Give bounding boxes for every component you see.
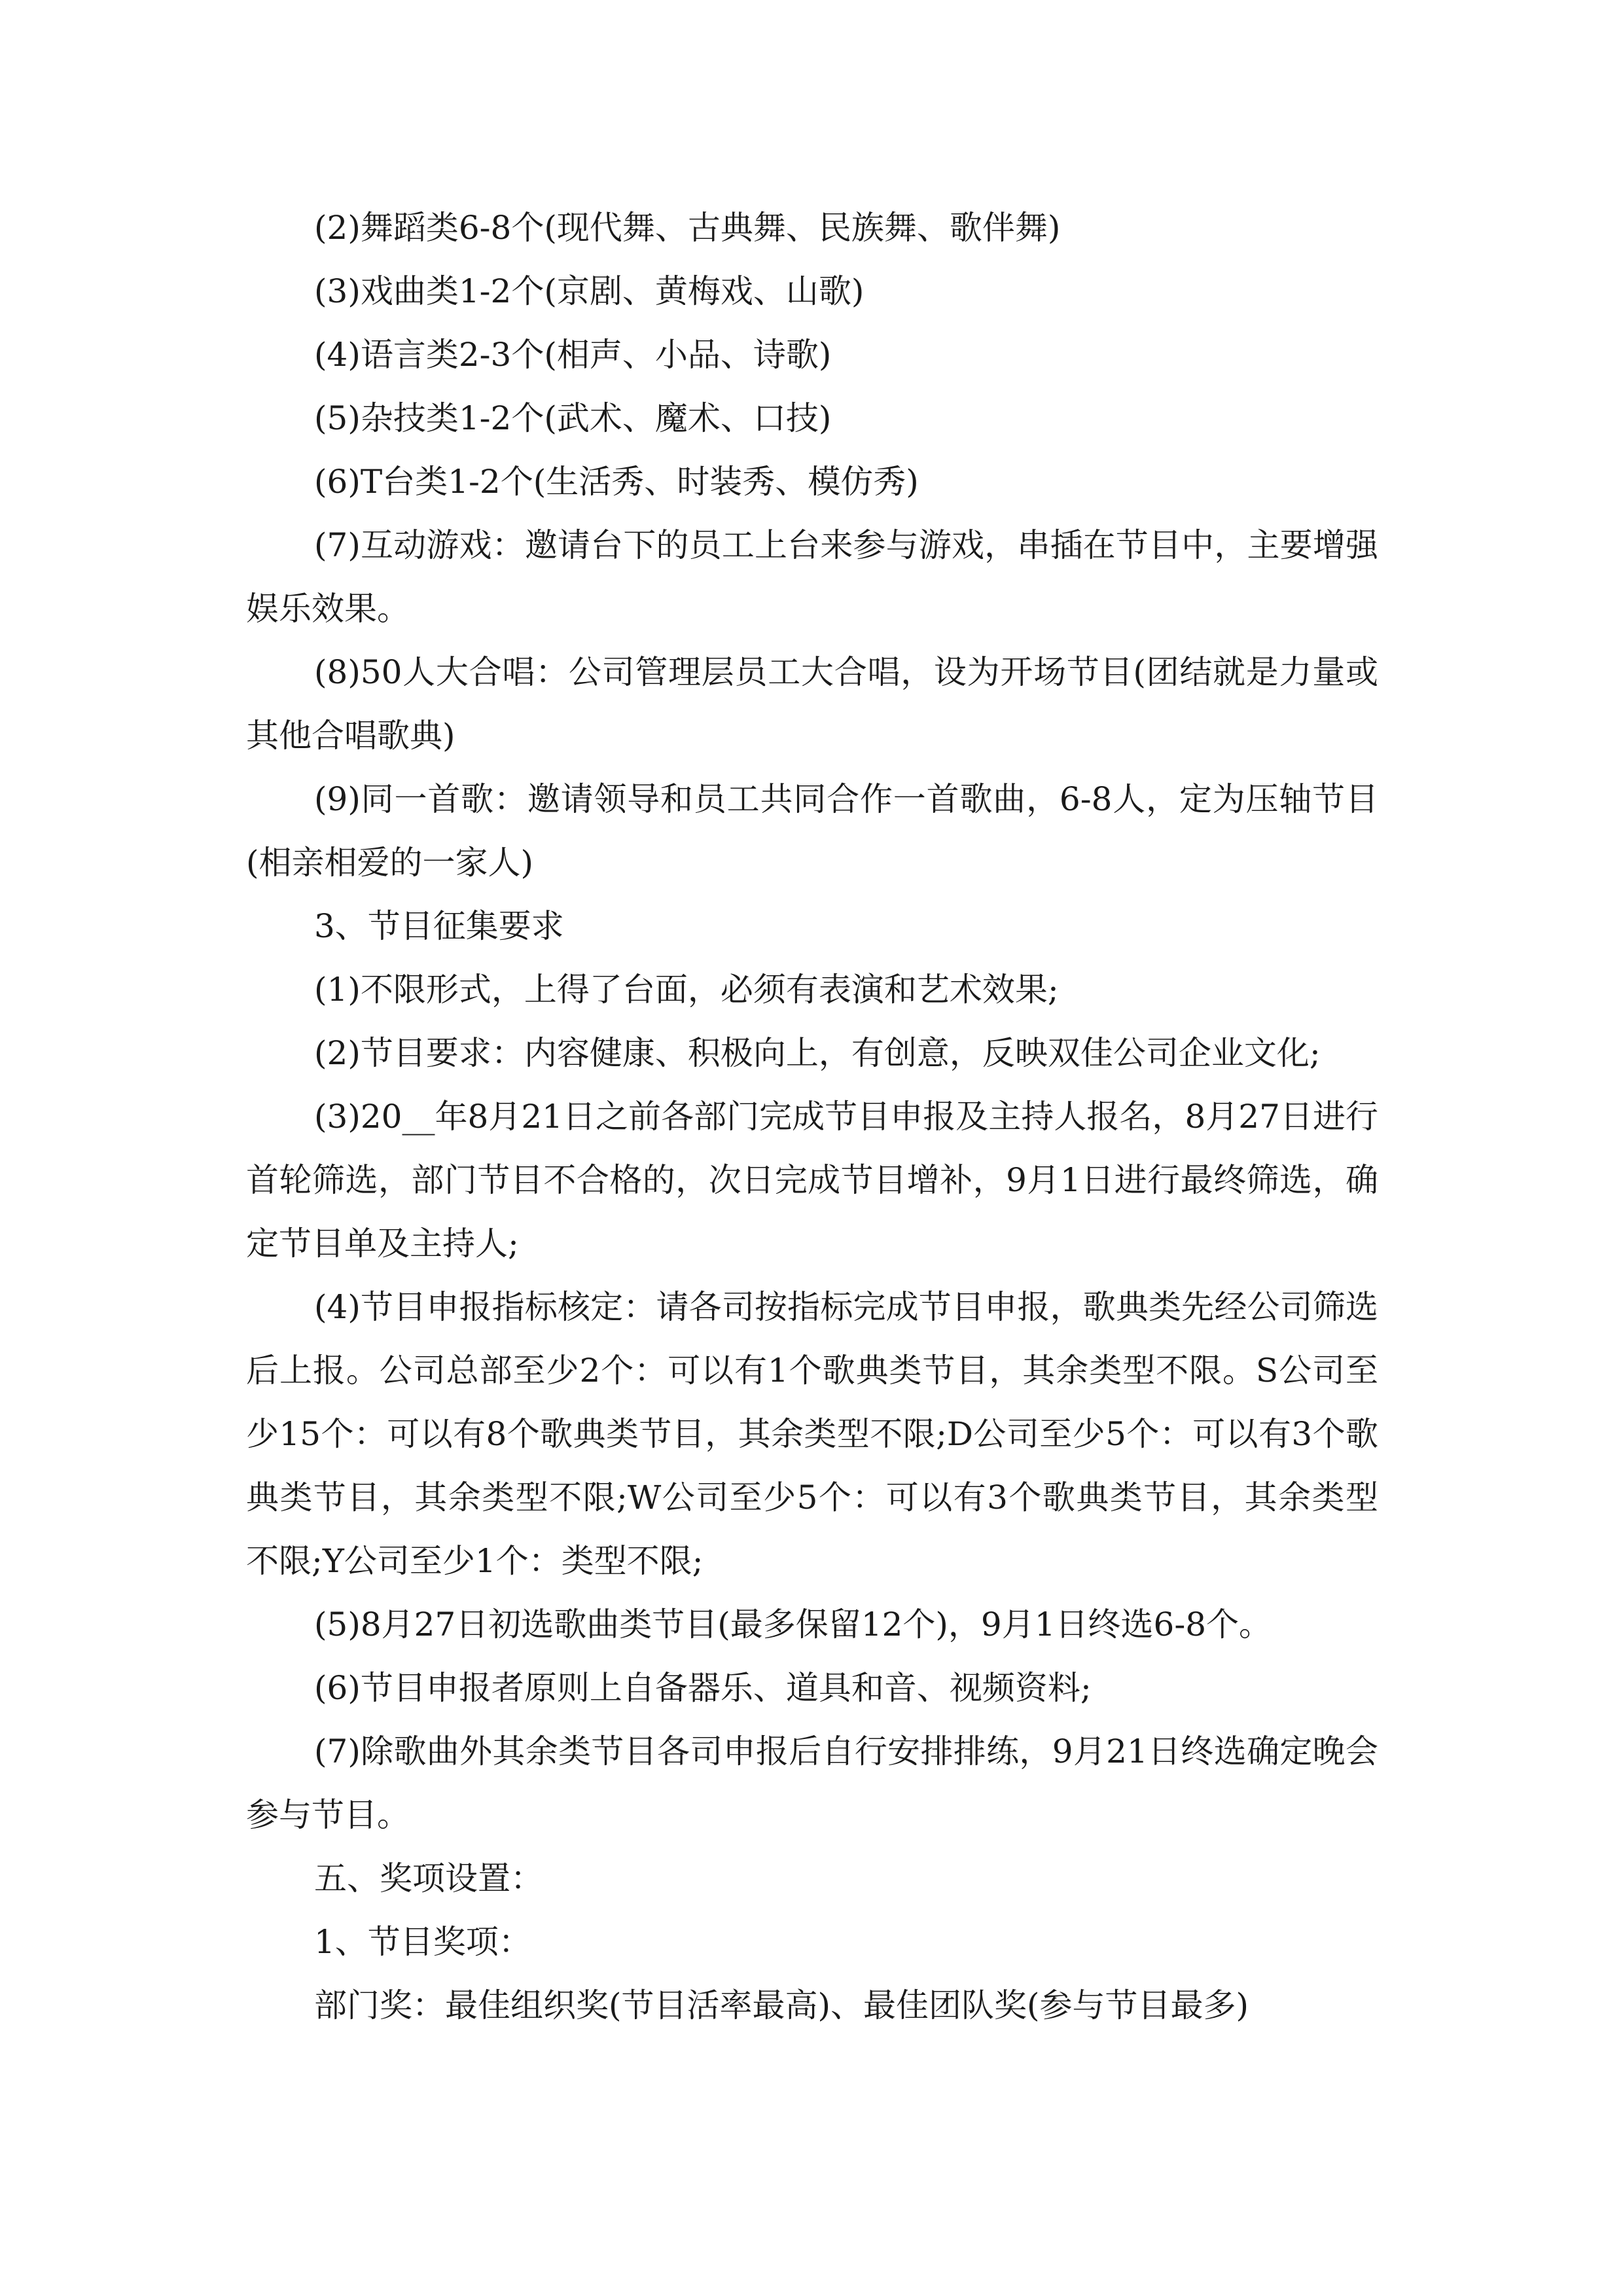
subheading-program-awards: 1、节目奖项： bbox=[314, 1923, 531, 1961]
paragraph-requirement-7: (7)除歌曲外其余类节目各司申报后自行安排排练，9月21日终选确定晚会参与节目。 bbox=[246, 1732, 1378, 1834]
paragraph-requirement-5: (5)8月27日初选歌曲类节目(最多保留12个)，9月1日终选6-8个。 bbox=[314, 1605, 1272, 1643]
paragraph-same-song: (9)同一首歌：邀请领导和员工共同合作一首歌曲，6-8人，定为压轴节目(相亲相爱的一家人) bbox=[246, 780, 1378, 882]
paragraph-chorus: (8)50人大合唱：公司管理层员工大合唱，设为开场节目(团结就是力量或其他合唱歌典) bbox=[246, 653, 1378, 755]
paragraph-requirement-6: (6)节目申报者原则上自备器乐、道具和音、视频资料; bbox=[314, 1669, 1092, 1707]
paragraph-requirement-4: (4)节目申报指标核定：请各司按指标完成节目申报，歌典类先经公司筛选后上报。公司总部至少2个：可以有1个歌典类节目，其余类型不限。S公司至少15个：可以有8个歌典类节目，其余类型不限;D公司至少5个：可以有3个歌典类节目，其余类型不限;W公司至少5个：可以有3个歌典类节目，其余类型不限;Y公司至少1个：类型不限; bbox=[246, 1288, 1378, 1580]
paragraph-opera: (3)戏曲类1-2个(京剧、黄梅戏、山歌) bbox=[314, 272, 865, 310]
section-heading-awards: 五、奖项设置： bbox=[314, 1859, 543, 1897]
document-body bbox=[246, 196, 1378, 2037]
paragraph-acrobatics: (5)杂技类1-2个(武术、魔术、口技) bbox=[314, 399, 832, 437]
section-heading-requirements: 3、节目征集要求 bbox=[314, 907, 564, 945]
paragraph-runway: (6)T台类1-2个(生活秀、时装秀、模仿秀) bbox=[314, 463, 919, 501]
paragraph-department-awards: 部门奖：最佳组织奖(节目活率最高)、最佳团队奖(参与节目最多) bbox=[314, 1986, 1249, 2024]
paragraph-requirement-2: (2)节目要求：内容健康、积极向上，有创意，反映双佳公司企业文化; bbox=[314, 1034, 1321, 1072]
paragraph-language: (4)语言类2-3个(相声、小品、诗歌) bbox=[314, 336, 832, 374]
paragraph-requirement-3: (3)20__年8月21日之前各部门完成节目申报及主持人报名，8月27日进行首轮筛选，部门节目不合格的，次日完成节目增补，9月1日进行最终筛选，确定节目单及主持人; bbox=[246, 1098, 1378, 1263]
paragraph-interactive-game: (7)互动游戏：邀请台下的员工上台来参与游戏，串插在节目中，主要增强娱乐效果。 bbox=[246, 526, 1378, 628]
paragraph-requirement-1: (1)不限形式，上得了台面，必须有表演和艺术效果; bbox=[314, 971, 1059, 1009]
paragraph-dance: (2)舞蹈类6-8个(现代舞、古典舞、民族舞、歌伴舞) bbox=[314, 209, 1061, 247]
